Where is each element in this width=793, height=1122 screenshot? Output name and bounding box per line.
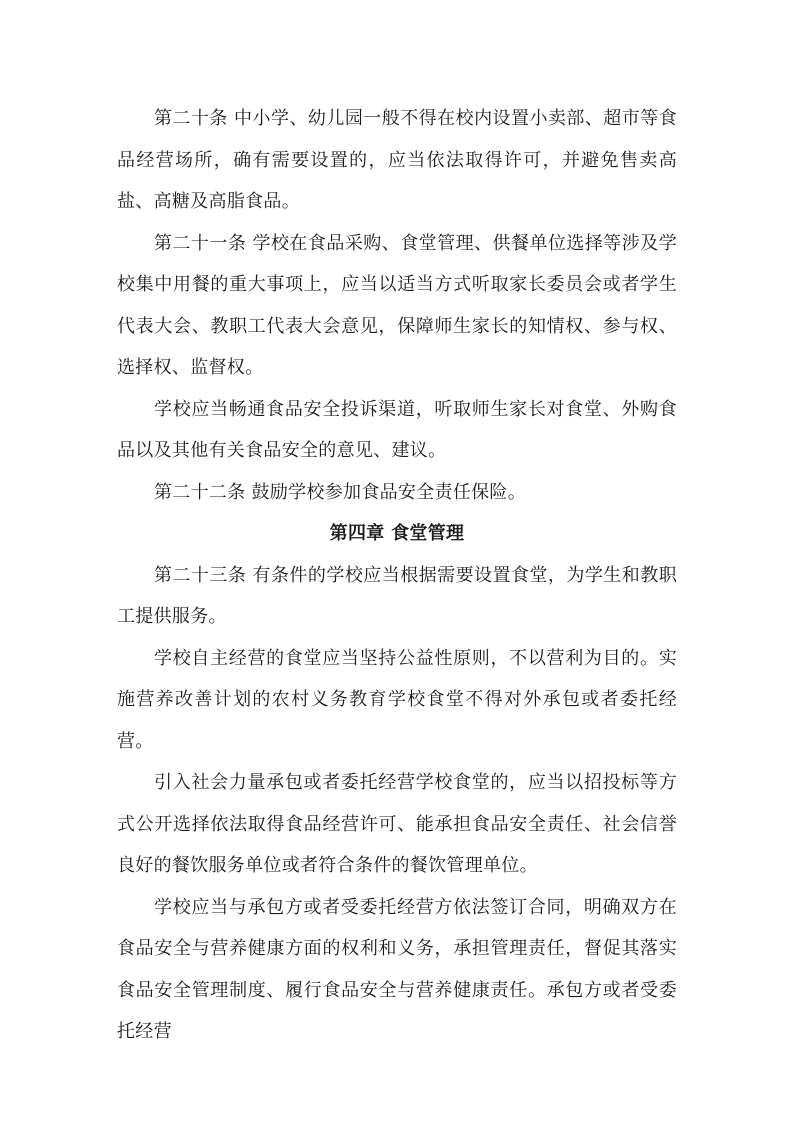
article-23-paragraph: 第二十三条 有条件的学校应当根据需要设置食堂，为学生和教职工提供服务。 bbox=[117, 564, 677, 627]
article-20-paragraph: 第二十条 中小学、幼儿园一般不得在校内设置小卖部、超市等食品经营场所，确有需要设置的，应当依法取得许可，并避免售卖高盐、高糖及高脂食品。 bbox=[117, 108, 677, 212]
complaint-channel-paragraph: 学校应当畅通食品安全投诉渠道，听取师生家长对食堂、外购食品以及其他有关食品安全的意见、建议。 bbox=[117, 398, 677, 461]
document-page bbox=[117, 98, 677, 1053]
self-operated-canteen-paragraph: 学校自主经营的食堂应当坚持公益性原则，不以营利为目的。实施营养改善计划的农村义务教育学校食堂不得对外承包或者委托经营。 bbox=[117, 647, 677, 752]
chapter-heading: 第四章 食堂管理 bbox=[329, 523, 465, 544]
article-22-paragraph: 第二十二条 鼓励学校参加食品安全责任保险。 bbox=[154, 481, 527, 503]
article-21-paragraph: 第二十一条 学校在食品采购、食堂管理、供餐单位选择等涉及学校集中用餐的重大事项上，应当以适当方式听取家长委员会或者学生代表大会、教职工代表大会意见，保障师生家长的知情权、参与权、选择权、监督权。 bbox=[117, 232, 677, 378]
contract-paragraph: 学校应当与承包方或者受委托经营方依法签订合同，明确双方在食品安全与营养健康方面的权利和义务，承担管理责任，督促其落实食品安全管理制度、履行食品安全与营养健康责任。承包方或者受委托经营 bbox=[117, 896, 677, 1042]
outsourced-canteen-paragraph: 引入社会力量承包或者委托经营学校食堂的，应当以招投标等方式公开选择依法取得食品经营许可、能承担食品安全责任、社会信誉良好的餐饮服务单位或者符合条件的餐饮管理单位。 bbox=[117, 772, 677, 876]
